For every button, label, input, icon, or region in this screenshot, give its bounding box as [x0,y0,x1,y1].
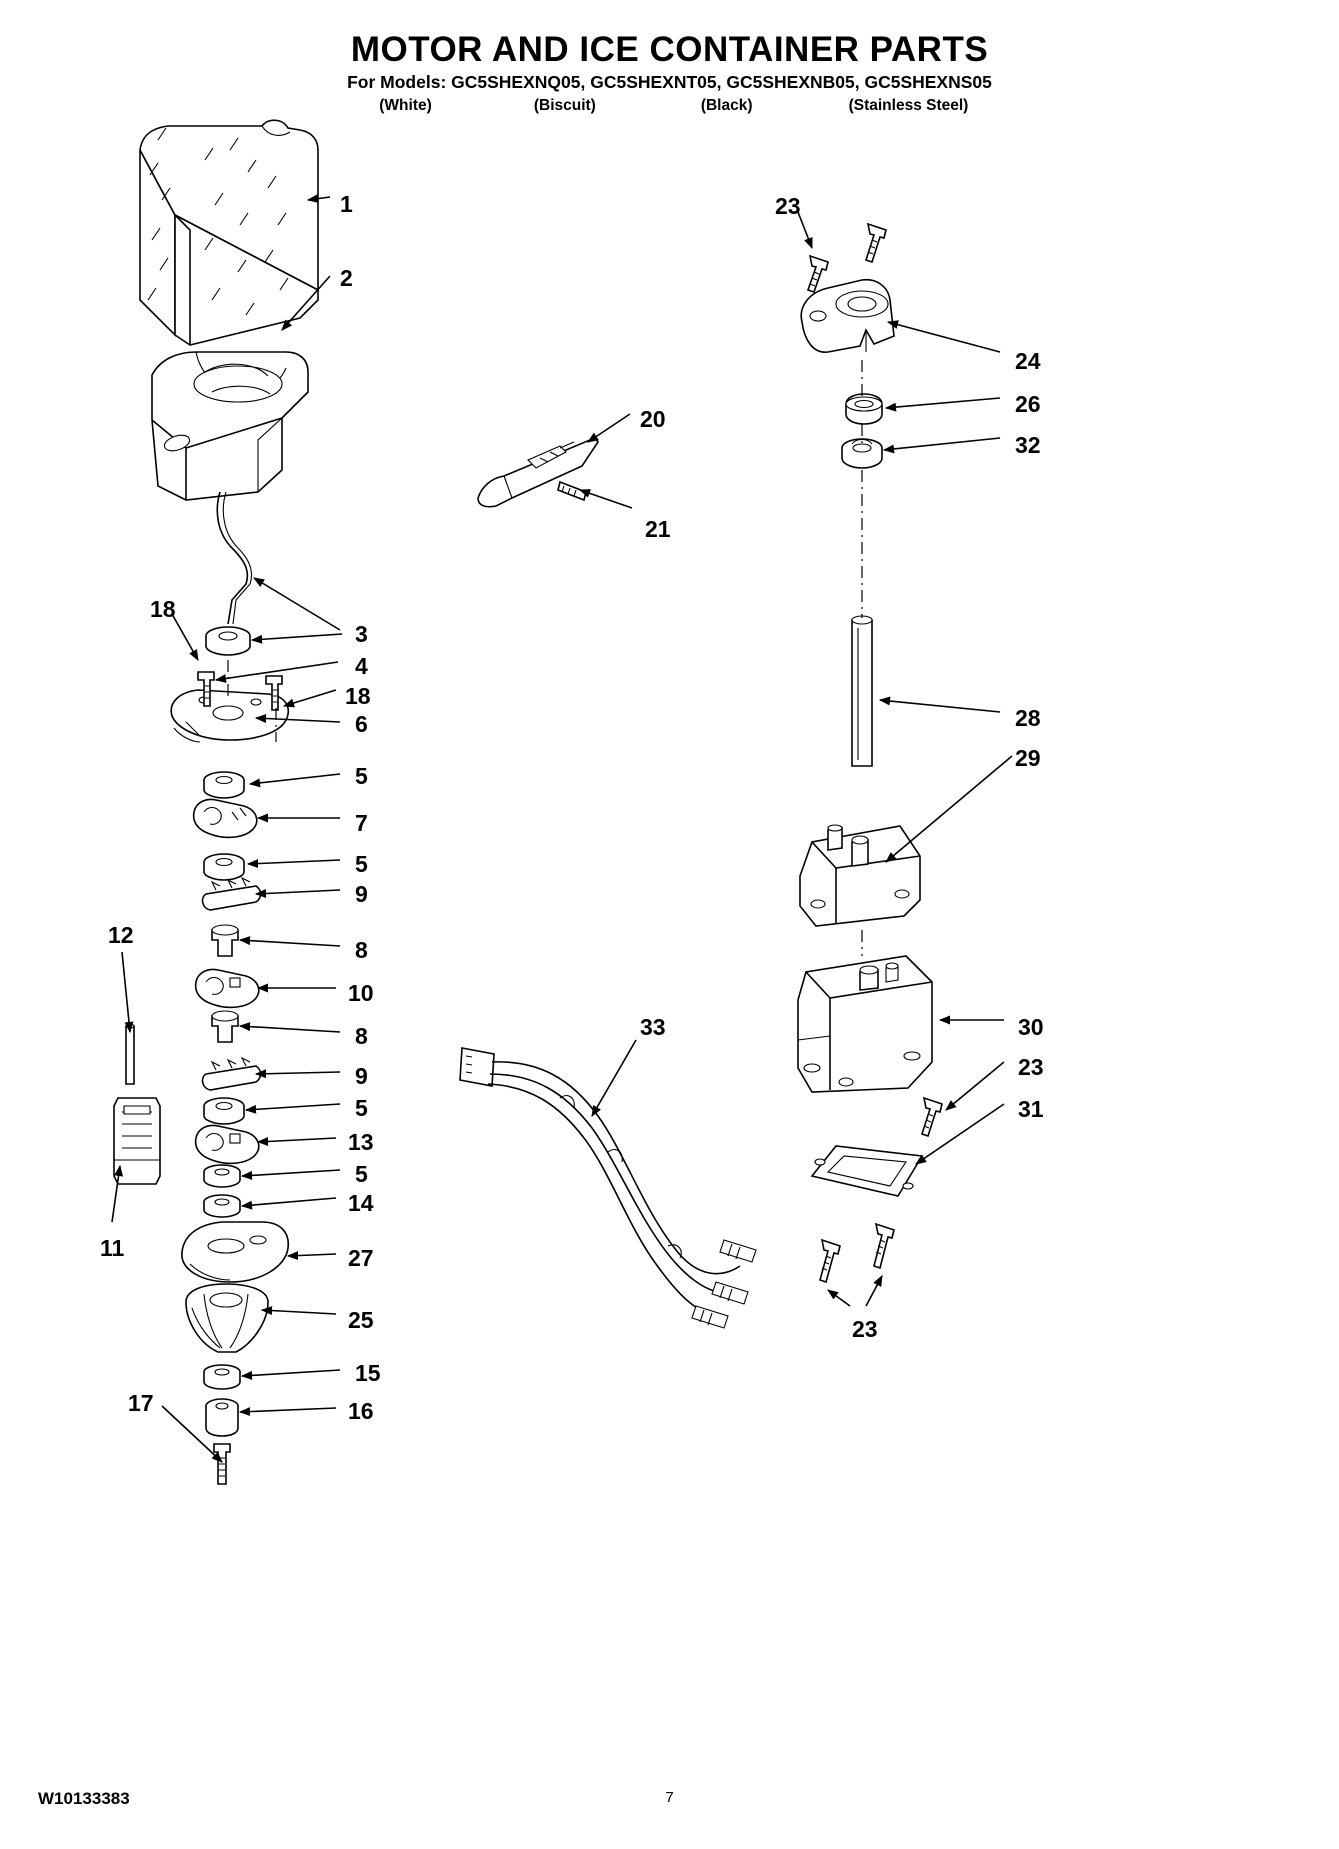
callout-26: 26 [1015,391,1041,417]
part-8-bearing-b [212,1011,238,1042]
part-5-washer-a [204,772,244,798]
callout-32: 32 [1015,432,1041,458]
color-variant-white: (White) [379,97,432,114]
part-29-gearcase-cover [800,825,920,926]
callout-8-a: 8 [355,937,368,963]
part-9-blade-b [203,1058,261,1090]
color-variant-black: (Black) [700,97,753,114]
part-25-auger-cup [186,1284,268,1352]
color-variant-stainless: (Stainless Steel) [848,97,969,114]
callout-27: 27 [348,1245,374,1271]
callout-5-b: 5 [355,851,368,877]
part-9-blade-a [203,878,261,910]
part-11-switch [114,1098,160,1184]
part-31-gasket [812,1146,922,1196]
callout-25: 25 [348,1307,374,1333]
part-7-auger-blade [194,800,257,838]
callout-29: 29 [1015,745,1041,771]
callout-2: 2 [340,265,353,291]
part-23-screws-bottom [820,1224,894,1282]
part-12-pin [126,1024,134,1084]
callout-17: 17 [128,1390,154,1416]
callout-5-c: 5 [355,1095,368,1121]
callout-23-a: 23 [775,193,801,219]
page-title: MOTOR AND ICE CONTAINER PARTS [350,30,989,69]
callout-4: 4 [355,653,368,679]
callout-20: 20 [640,406,666,432]
callout-23-b: 23 [1018,1054,1044,1080]
part-5-washer-c [204,1098,244,1124]
callout-11: 11 [100,1235,125,1261]
callout-21: 21 [645,516,671,542]
document-number: W10133383 [38,1789,130,1808]
callout-13: 13 [348,1129,374,1155]
callout-9-a: 9 [355,881,368,907]
callout-33: 33 [640,1014,666,1040]
page-number: 7 [665,1789,674,1806]
part-4-bearing [206,627,250,655]
part-15-washer [204,1365,240,1389]
callout-12: 12 [108,922,134,948]
part-33-wire-harness [460,1048,756,1328]
part-5-washer-b [204,854,244,880]
part-17-screw [214,1444,230,1484]
callout-14: 14 [348,1190,374,1216]
part-2-auger-housing [152,352,308,500]
part-13-auger-blade [196,1126,259,1164]
part-27-crusher-plate [182,1222,288,1282]
callout-24: 24 [1015,348,1041,374]
callout-3: 3 [355,621,368,647]
callout-23-c: 23 [852,1316,878,1342]
callout-5-d: 5 [355,1161,368,1187]
part-16-coupling [206,1399,238,1436]
part-30-motor [798,956,932,1092]
models-line: For Models: GC5SHEXNQ05, GC5SHEXNT05, GC5SHEXNB05, GC5SHEXNS05 [347,72,992,92]
part-28-drive-shaft [852,616,872,766]
part-1-ice-container [140,120,318,345]
callout-5-a: 5 [355,763,368,789]
callout-18-a: 18 [150,596,176,622]
part-10-auger-blade [196,970,259,1008]
callout-1: 1 [340,191,353,217]
callout-15: 15 [355,1360,381,1386]
callout-7: 7 [355,810,368,836]
part-5-washer-d [204,1165,240,1187]
part-32-seal [842,439,882,468]
callout-31: 31 [1018,1096,1044,1122]
part-8-bearing-a [212,925,238,956]
callout-10: 10 [348,980,374,1006]
part-3-ice-level-arm [217,492,251,624]
callout-28: 28 [1015,705,1041,731]
callout-30: 30 [1018,1014,1044,1040]
callout-18-b: 18 [345,683,371,709]
part-26-bearing [846,394,882,424]
callout-9-b: 9 [355,1063,368,1089]
part-14-washer [204,1195,240,1217]
color-variant-biscuit: (Biscuit) [533,97,596,114]
callout-6: 6 [355,711,368,737]
part-23-screw-mid [922,1098,942,1136]
callout-8-b: 8 [355,1023,368,1049]
part-6-mounting-plate [171,690,288,742]
callout-16: 16 [348,1398,374,1424]
